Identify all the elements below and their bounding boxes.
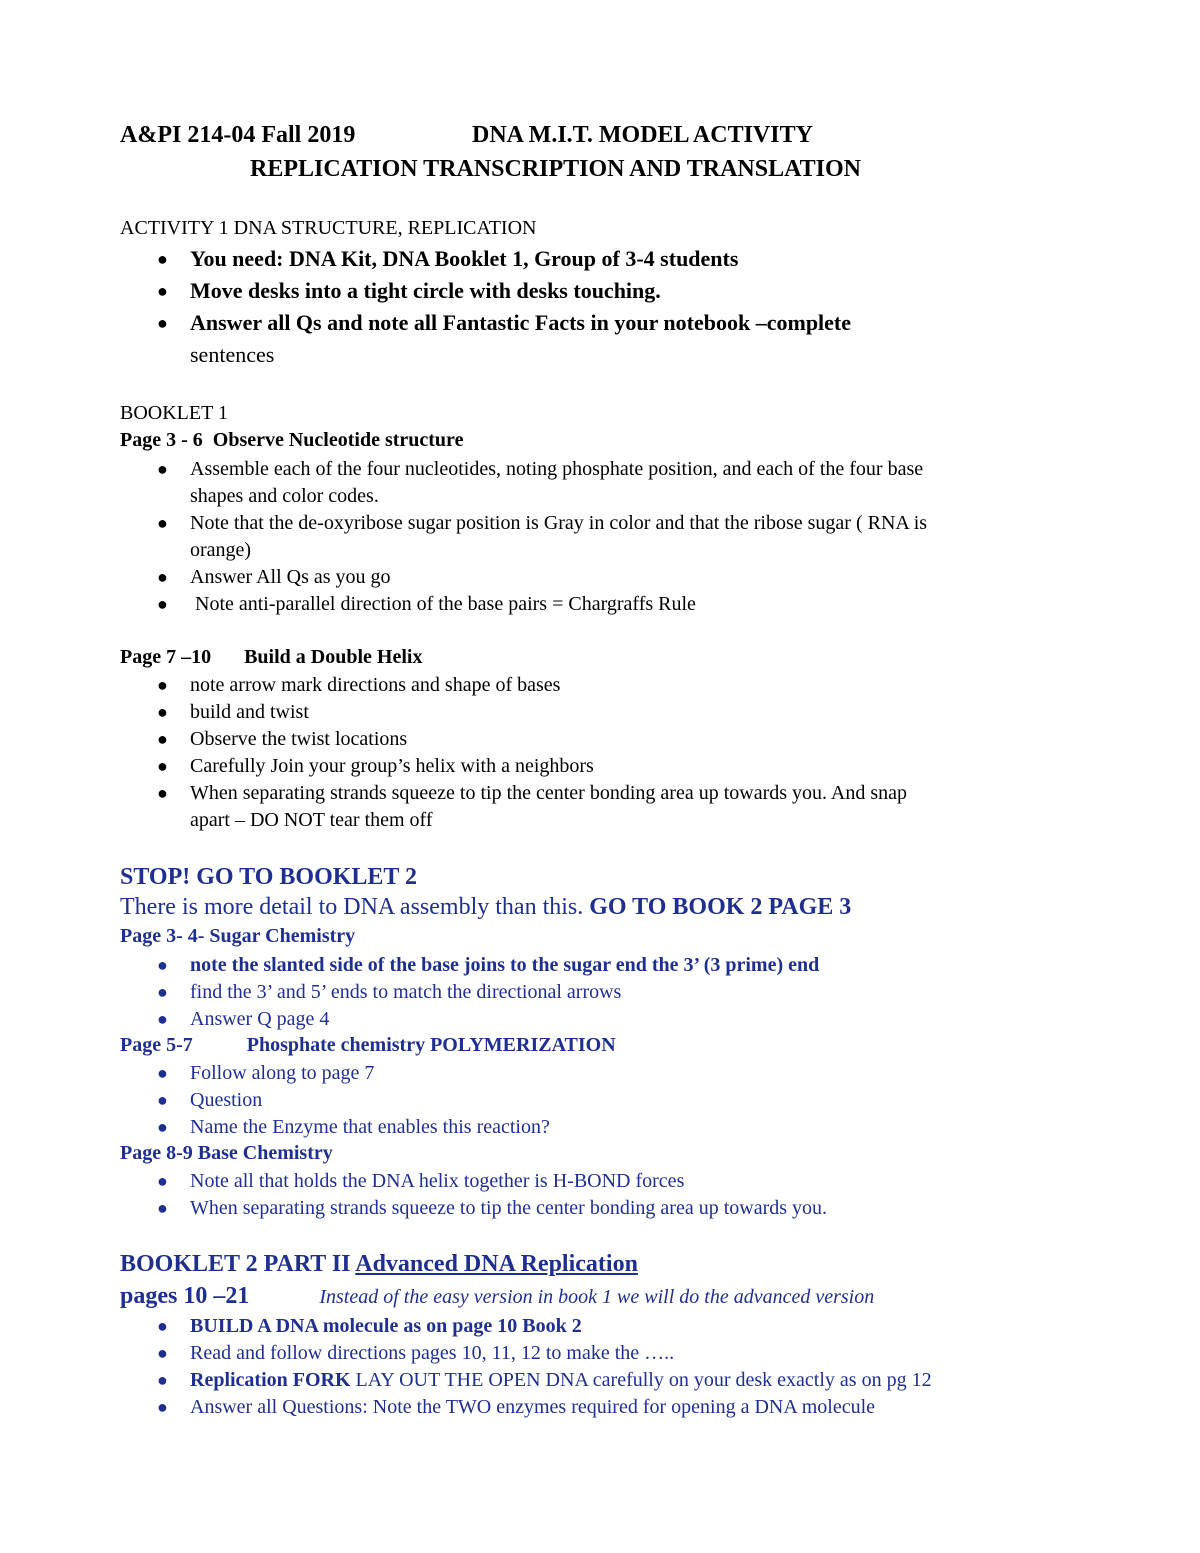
list-item: ● Carefully Join your group’s helix with a neighbors xyxy=(120,753,1080,780)
list-item: ● build and twist xyxy=(120,699,1080,726)
list-item: ● You need: DNA Kit, DNA Booklet 1, Group of 3-4 students xyxy=(120,243,1080,275)
list-item: ● When separating strands squeeze to tip the center bonding area up towards you. xyxy=(120,1195,1080,1222)
bullet-icon: ● xyxy=(157,594,168,614)
booklet1-section2-list xyxy=(120,672,1080,834)
part2-heading: BOOKLET 2 PART II Advanced DNA Replication xyxy=(120,1251,638,1277)
booklet2-s3-heading: Page 8-9 Base Chemistry xyxy=(120,1142,333,1164)
list-item: ● Assemble each of the four nucleotides, noting phosphate position, and each of the four base shapes and color codes. xyxy=(157,458,924,507)
bullet-icon: ● xyxy=(157,955,168,975)
list-item: ● Note anti-parallel direction of the base pairs = Chargraffs Rule xyxy=(120,591,1080,618)
document-subtitle: REPLICATION TRANSCRIPTION AND TRANSLATION xyxy=(250,156,862,182)
list-item: ● note the slanted side of the base joins to the sugar end the 3’ (3 prime) end xyxy=(120,952,1080,979)
course-title: A&PI 214-04 Fall 2019 xyxy=(120,122,356,148)
booklet2-s3-list xyxy=(120,1168,1080,1222)
list-item: ● Observe the twist locations xyxy=(120,726,1080,753)
bullet-icon: ● xyxy=(157,1198,168,1218)
list-item: ● Follow along to page 7 xyxy=(120,1060,1080,1087)
activity-title: DNA M.I.T. MODEL ACTIVITY xyxy=(472,122,813,148)
bullet-icon: ● xyxy=(157,1009,168,1029)
bullet-icon: ● xyxy=(157,675,168,695)
bullet-icon: ● xyxy=(157,1397,168,1417)
part2-pages-line: pages 10 –21 Instead of the easy version in book 1 we will do the advanced version xyxy=(120,1283,875,1309)
list-item: ● Move desks into a tight circle with desks touching. xyxy=(120,275,1080,307)
booklet2-s1-list xyxy=(120,952,1080,1033)
bullet-icon: ● xyxy=(157,702,168,722)
booklet2-s2-heading: Page 5-7 Phosphate chemistry POLYMERIZATION xyxy=(120,1034,616,1056)
list-item: ● Note that the de-oxyribose sugar position is Gray in color and that the ribose sugar ( RNA is orange) xyxy=(157,512,928,561)
stop-heading: STOP! GO TO BOOKLET 2 xyxy=(120,864,417,890)
detail-line: There is more detail to DNA assembly than this. GO TO BOOK 2 PAGE 3 xyxy=(120,894,852,920)
bullet-icon: ● xyxy=(157,1090,168,1110)
bullet-icon: ● xyxy=(157,249,168,269)
booklet1-section1-heading: Page 3 - 6 Observe Nucleotide structure xyxy=(120,429,464,451)
list-item: ● Name the Enzyme that enables this reaction? xyxy=(120,1114,1080,1141)
bullet-icon: ● xyxy=(157,1316,168,1336)
booklet1-heading: BOOKLET 1 xyxy=(120,402,228,424)
list-item: ● Answer all Questions: Note the TWO enzymes required for opening a DNA molecule xyxy=(120,1394,1080,1421)
bullet-icon: ● xyxy=(157,513,168,533)
list-item: ● When separating strands squeeze to tip the center bonding area up towards you. And snap apart – DO NOT tear them off xyxy=(157,782,908,831)
list-item: ● Answer Q page 4 xyxy=(120,1006,1080,1033)
bullet-icon: ● xyxy=(157,1370,168,1390)
list-item: ● BUILD A DNA molecule as on page 10 Book 2 xyxy=(120,1313,1080,1340)
bullet-icon: ● xyxy=(157,1171,168,1191)
booklet1-section2-heading: Page 7 –10 Build a Double Helix xyxy=(120,646,423,668)
activity1-list xyxy=(120,243,1080,371)
list-item: ● Replication FORK LAY OUT THE OPEN DNA carefully on your desk exactly as on pg 12 xyxy=(120,1367,1080,1394)
booklet2-s1-heading: Page 3- 4- Sugar Chemistry xyxy=(120,925,356,947)
bullet-icon: ● xyxy=(157,756,168,776)
list-item: ● Answer all Qs and note all Fantastic Facts in your notebook –complete sentences xyxy=(120,307,1080,371)
list-item: ● Question xyxy=(120,1087,1080,1114)
bullet-icon: ● xyxy=(157,459,168,479)
bullet-icon: ● xyxy=(157,1063,168,1083)
bullet-icon: ● xyxy=(157,281,168,301)
bullet-icon: ● xyxy=(157,1117,168,1137)
list-item: ● Note all that holds the DNA helix together is H-BOND forces xyxy=(120,1168,1080,1195)
bullet-icon: ● xyxy=(157,982,168,1002)
list-item: ● Answer All Qs as you go xyxy=(120,564,1080,591)
part2-list xyxy=(120,1313,1080,1421)
activity1-heading: ACTIVITY 1 DNA STRUCTURE, REPLICATION xyxy=(120,217,537,239)
bullet-icon: ● xyxy=(157,1343,168,1363)
list-item: ● find the 3’ and 5’ ends to match the directional arrows xyxy=(120,979,1080,1006)
bullet-icon: ● xyxy=(157,567,168,587)
bullet-icon: ● xyxy=(157,729,168,749)
bullet-icon: ● xyxy=(157,783,168,803)
booklet1-section1-list xyxy=(120,456,1080,618)
bullet-icon: ● xyxy=(157,313,168,333)
list-item: ● Read and follow directions pages 10, 11, 12 to make the ….. xyxy=(120,1340,1080,1367)
list-item: ● note arrow mark directions and shape of bases xyxy=(120,672,1080,699)
booklet2-s2-list xyxy=(120,1060,1080,1141)
